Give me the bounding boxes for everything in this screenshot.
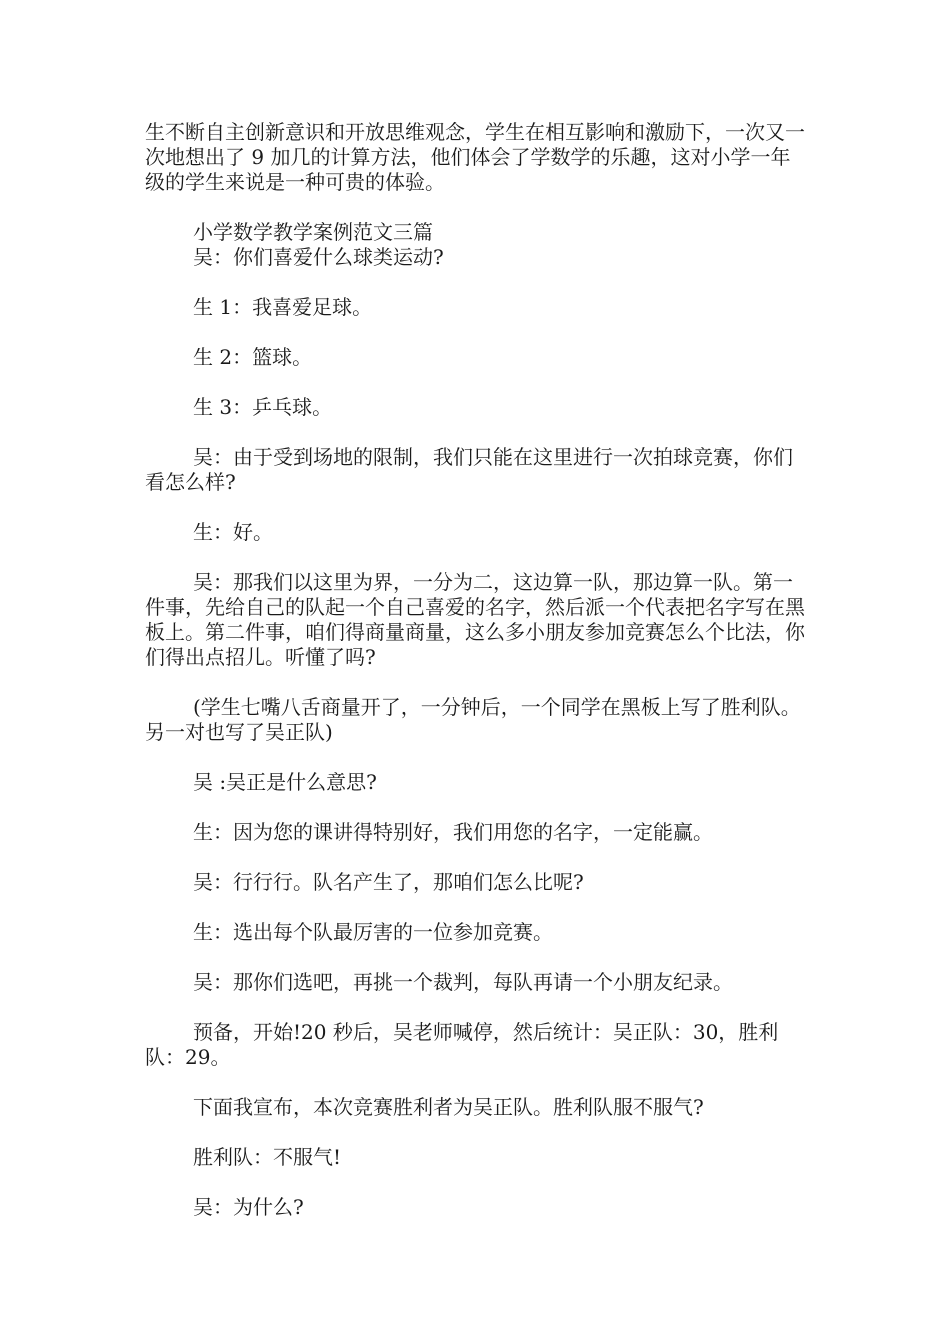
paragraph-spacer [145, 670, 810, 695]
paragraph: 胜利队：不服气! [193, 1145, 342, 1169]
paragraph-spacer [145, 795, 810, 820]
paragraph-spacer [145, 420, 810, 445]
document-body [145, 120, 810, 1220]
paragraph-spacer [145, 845, 810, 870]
paragraph-spacer [145, 1070, 810, 1095]
paragraph: 吴：行行行。队名产生了，那咱们怎么比呢? [193, 870, 584, 894]
paragraph: 生不断自主创新意识和开放思维观念，学生在相互影响和激励下，一次又一次地想出了 9 加几的计算方法，他们体会了学数学的乐趣，这对小学一年级的学生来说是一种可贵的体验。 [145, 120, 805, 194]
paragraph-spacer [145, 1120, 810, 1145]
paragraph: 小学数学教学案例范文三篇 [193, 220, 433, 244]
paragraph-spacer [145, 995, 810, 1020]
paragraph: 生 3：乒乓球。 [193, 395, 333, 419]
paragraph-spacer [145, 370, 810, 395]
paragraph: 吴：那你们选吧，再挑一个裁判，每队再请一个小朋友纪录。 [193, 970, 733, 994]
paragraph: 生：因为您的课讲得特别好，我们用您的名字，一定能赢。 [193, 820, 713, 844]
paragraph-spacer [145, 495, 810, 520]
paragraph-spacer [145, 945, 810, 970]
paragraph: 生 1：我喜爱足球。 [193, 295, 373, 319]
paragraph-spacer [145, 895, 810, 920]
paragraph: 吴：那我们以这里为界，一分为二，这边算一队，那边算一队。第一件事，先给自己的队起一个自己喜爱的名字，然后派一个代表把名字写在黑板上。第二件事，咱们得商量商量，这么多小朋友参加竞赛怎么个比法，你们得出点招儿。听懂了吗? [145, 570, 805, 669]
paragraph: 下面我宣布，本次竞赛胜利者为吴正队。胜利队服不服气? [193, 1095, 704, 1119]
paragraph-spacer [145, 270, 810, 295]
paragraph: 生 2：篮球。 [193, 345, 313, 369]
paragraph: 吴：为什么? [193, 1195, 304, 1219]
paragraph: 生：好。 [193, 520, 273, 544]
paragraph-spacer [145, 195, 810, 220]
paragraph: 吴 :吴正是什么意思? [193, 770, 377, 794]
paragraph: 吴：你们喜爱什么球类运动? [193, 245, 444, 269]
paragraph: 生：选出每个队最厉害的一位参加竞赛。 [193, 920, 553, 944]
paragraph: 预备，开始!20 秒后，吴老师喊停，然后统计：吴正队：30，胜利队：29。 [145, 1020, 779, 1069]
paragraph-spacer [145, 745, 810, 770]
paragraph-spacer [145, 320, 810, 345]
paragraph: 吴：由于受到场地的限制，我们只能在这里进行一次拍球竞赛，你们看怎么样? [145, 445, 793, 494]
paragraph: (学生七嘴八舌商量开了，一分钟后，一个同学在黑板上写了胜利队。另一对也写了吴正队) [145, 695, 801, 744]
paragraph-spacer [145, 1170, 810, 1195]
paragraph-spacer [145, 545, 810, 570]
